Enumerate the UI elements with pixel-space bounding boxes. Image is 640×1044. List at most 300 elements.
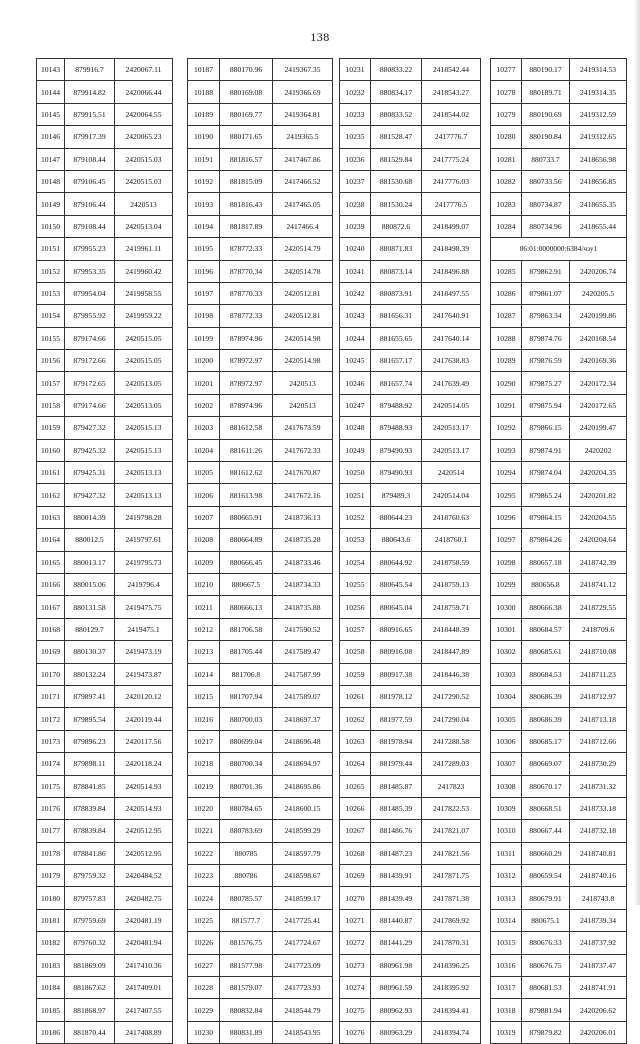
table-row [188,193,333,215]
point-number-cell: 10176 [37,797,65,819]
y-coordinate-cell: 2419312.59 [570,103,627,125]
x-coordinate-cell: 880666.13 [220,596,273,618]
point-number-cell: 10304 [491,685,522,707]
point-number-cell: 10181 [37,909,65,931]
y-coordinate-cell: 2417871.38 [422,887,481,909]
x-coordinate-cell: 878770.33 [220,282,273,304]
point-number-cell: 10276 [340,1021,371,1043]
x-coordinate-cell: 879875.94 [522,394,570,416]
x-coordinate-cell: 880917.38 [371,663,422,685]
y-coordinate-cell: 2418733.46 [273,551,333,573]
point-number-cell: 10147 [37,148,65,170]
point-number-cell: 10288 [491,327,522,349]
x-coordinate-cell: 878839.84 [65,820,115,842]
y-coordinate-cell: 2420117.56 [115,730,173,752]
x-coordinate-cell: 881440.87 [371,909,422,931]
point-number-cell: 10273 [340,954,371,976]
y-coordinate-cell: 2420064.55 [115,103,173,125]
y-coordinate-cell: 2417870.31 [422,932,481,954]
table-row [188,215,333,237]
point-number-cell: 10256 [340,596,371,618]
table-row [188,730,333,752]
y-coordinate-cell: 2417723.93 [273,977,333,999]
point-number-cell: 10258 [340,641,371,663]
y-coordinate-cell: 2420513.13 [115,462,173,484]
y-coordinate-cell: 2420169.36 [570,350,627,372]
y-coordinate-cell: 2418498.39 [422,238,481,260]
x-coordinate-cell: 881528.47 [371,126,422,148]
x-coordinate-cell: 878772.33 [220,305,273,327]
y-coordinate-cell: 2418599.29 [273,820,333,842]
point-number-cell: 10160 [37,439,65,461]
point-number-cell: 10255 [340,573,371,595]
x-coordinate-cell: 879108.44 [65,148,115,170]
x-coordinate-cell: 878841.86 [65,842,115,864]
point-number-cell: 10303 [491,663,522,685]
table-row [491,641,627,663]
point-number-cell: 10281 [491,148,522,170]
y-coordinate-cell: 2418736.13 [273,506,333,528]
x-coordinate-cell: 880833.52 [371,103,422,125]
y-coordinate-cell: 2420515.05 [115,350,173,372]
x-coordinate-cell: 879863.34 [522,305,570,327]
point-number-cell: 10224 [188,887,220,909]
point-number-cell: 10302 [491,641,522,663]
y-coordinate-cell: 2420204.64 [570,529,627,551]
x-coordinate-cell: 880676.75 [522,954,570,976]
table-row [188,148,333,170]
point-number-cell: 10305 [491,708,522,730]
y-coordinate-cell: 2418712.97 [570,685,627,707]
table-row [340,618,481,640]
table-row [340,865,481,887]
table-row [188,59,333,81]
table-row [340,327,481,349]
point-number-cell: 10275 [340,999,371,1021]
y-coordinate-cell: 2417775.24 [422,148,481,170]
point-number-cell: 10241 [340,260,371,282]
y-coordinate-cell: 2418656.98 [570,148,627,170]
y-coordinate-cell: 2420206.74 [570,260,627,282]
point-number-cell: 10192 [188,170,220,192]
table-row [37,1021,173,1043]
y-coordinate-cell: 2417466.52 [273,170,333,192]
point-number-cell: 10167 [37,596,65,618]
y-coordinate-cell: 2418447.89 [422,641,481,663]
point-number-cell: 10257 [340,618,371,640]
table-row [188,417,333,439]
table-row [340,775,481,797]
x-coordinate-cell: 880961.59 [371,977,422,999]
table-row [340,730,481,752]
y-coordinate-cell: 2417869.92 [422,909,481,931]
table-row [37,663,173,685]
point-number-cell: 10227 [188,954,220,976]
point-number-cell: 10247 [340,394,371,416]
y-coordinate-cell: 2417410.36 [115,954,173,976]
point-number-cell: 10265 [340,775,371,797]
x-coordinate-cell: 881816.57 [220,148,273,170]
point-number-cell: 10245 [340,350,371,372]
y-coordinate-cell: 2420514.93 [115,797,173,819]
table-row [340,596,481,618]
y-coordinate-cell: 2418735.28 [273,529,333,551]
point-number-cell: 10214 [188,663,220,685]
y-coordinate-cell: 2418760.63 [422,506,481,528]
table-row [491,909,627,931]
table-row [188,708,333,730]
point-number-cell: 10146 [37,126,65,148]
point-number-cell: 10226 [188,932,220,954]
table-row [491,932,627,954]
y-coordinate-cell: 2420066.44 [115,81,173,103]
x-coordinate-cell: 880013.17 [65,551,115,573]
x-coordinate-cell: 881657.74 [371,372,422,394]
x-coordinate-cell: 879760.32 [65,932,115,954]
table-row [491,573,627,595]
x-coordinate-cell: 878972.97 [220,350,273,372]
table-row [37,865,173,887]
y-coordinate-cell: 2417467.86 [273,148,333,170]
x-coordinate-cell: 879864.26 [522,529,570,551]
point-number-cell: 10237 [340,170,371,192]
table-row [37,506,173,528]
y-coordinate-cell: 2417823 [422,775,481,797]
table-row [188,1021,333,1043]
table-row [491,753,627,775]
point-number-cell: 10242 [340,282,371,304]
x-coordinate-cell: 880015.06 [65,573,115,595]
x-coordinate-cell: 880831.89 [220,1021,273,1043]
y-coordinate-cell: 2418543.27 [422,81,481,103]
x-coordinate-cell: 880190.69 [522,103,570,125]
y-coordinate-cell: 2420119.44 [115,708,173,730]
y-coordinate-cell: 2417587.99 [273,663,333,685]
y-coordinate-cell: 2417670.87 [273,462,333,484]
y-coordinate-cell: 2418543.95 [273,1021,333,1043]
point-number-cell: 10253 [340,529,371,551]
point-number-cell: 10189 [188,103,220,125]
table-note-row [491,238,627,260]
y-coordinate-cell: 2418758.59 [422,551,481,573]
point-number-cell: 10202 [188,394,220,416]
table-row [37,573,173,595]
y-coordinate-cell: 2420484.52 [115,865,173,887]
y-coordinate-cell: 2420205.5 [570,282,627,304]
table-row [37,529,173,551]
point-number-cell: 10190 [188,126,220,148]
point-number-cell: 10154 [37,305,65,327]
table-row [37,685,173,707]
table-row [188,932,333,954]
x-coordinate-cell: 879490.93 [371,439,422,461]
point-number-cell: 10300 [491,596,522,618]
point-number-cell: 10230 [188,1021,220,1043]
table-row [340,909,481,931]
x-coordinate-cell: 879425.32 [65,439,115,461]
point-number-cell: 10172 [37,708,65,730]
point-number-cell: 10306 [491,730,522,752]
table-row [340,417,481,439]
x-coordinate-cell: 881979.44 [371,753,422,775]
table-row [37,148,173,170]
table-row [491,148,627,170]
table-row [340,394,481,416]
y-coordinate-cell: 2418732.18 [570,820,627,842]
y-coordinate-cell: 2420513.04 [115,215,173,237]
x-coordinate-cell: 878841.85 [65,775,115,797]
y-coordinate-cell: 2418743.8 [570,887,627,909]
x-coordinate-cell: 879172.65 [65,372,115,394]
x-coordinate-cell: 879874.04 [522,462,570,484]
x-coordinate-cell: 879914.82 [65,81,115,103]
point-number-cell: 10232 [340,81,371,103]
table-row [188,126,333,148]
x-coordinate-cell: 881576.75 [220,932,273,954]
table-row [37,439,173,461]
table-row [491,59,627,81]
y-coordinate-cell: 2418740.16 [570,865,627,887]
table-row [188,753,333,775]
x-coordinate-cell: 879895.54 [65,708,115,730]
point-number-cell: 10203 [188,417,220,439]
x-coordinate-cell: 881867.62 [65,977,115,999]
table-row [340,462,481,484]
y-coordinate-cell: 2418737.47 [570,954,627,976]
table-row [188,865,333,887]
point-number-cell: 10248 [340,417,371,439]
y-coordinate-cell: 2420514 [422,462,481,484]
y-coordinate-cell: 2420168.54 [570,327,627,349]
table-row [37,753,173,775]
y-coordinate-cell: 2420513.05 [115,394,173,416]
x-coordinate-cell: 880665.91 [220,506,273,528]
table-row [491,260,627,282]
table-row [188,282,333,304]
table-row [491,842,627,864]
y-coordinate-cell: 2420118.24 [115,753,173,775]
y-coordinate-cell: 2417776.7 [422,126,481,148]
x-coordinate-cell: 879172.66 [65,350,115,372]
x-coordinate-cell: 881706.58 [220,618,273,640]
coordinates-table-2 [187,58,333,1044]
x-coordinate-cell: 879862.91 [522,260,570,282]
y-coordinate-cell: 2419475.75 [115,596,173,618]
point-number-cell: 10262 [340,708,371,730]
point-number-cell: 10191 [188,148,220,170]
y-coordinate-cell: 2420514.78 [273,260,333,282]
y-coordinate-cell: 2419473.19 [115,641,173,663]
y-coordinate-cell: 2420512.95 [115,820,173,842]
x-coordinate-cell: 879879.82 [522,1021,570,1043]
point-number-cell: 10287 [491,305,522,327]
point-number-cell: 10239 [340,215,371,237]
table-row [188,999,333,1021]
x-coordinate-cell: 881816.43 [220,193,273,215]
y-coordinate-cell: 2418446.38 [422,663,481,685]
y-coordinate-cell: 2418734.33 [273,573,333,595]
x-coordinate-cell: 879106.45 [65,170,115,192]
table-row [491,708,627,730]
point-number-cell: 10164 [37,529,65,551]
y-coordinate-cell: 2420065.23 [115,126,173,148]
x-coordinate-cell: 880657.18 [522,551,570,573]
y-coordinate-cell: 2417465.05 [273,193,333,215]
x-coordinate-cell: 881870.44 [65,1021,115,1043]
table-row [491,126,627,148]
point-number-cell: 10199 [188,327,220,349]
y-coordinate-cell: 2420067.11 [115,59,173,81]
table-row [37,327,173,349]
point-number-cell: 10312 [491,865,522,887]
y-coordinate-cell: 2420513 [273,372,333,394]
table-row [188,394,333,416]
point-number-cell: 10291 [491,394,522,416]
x-coordinate-cell: 880699.04 [220,730,273,752]
table-row [37,215,173,237]
table-row [491,282,627,304]
y-coordinate-cell: 2417776.03 [422,170,481,192]
point-number-cell: 10282 [491,170,522,192]
y-coordinate-cell: 2419795.73 [115,551,173,573]
point-number-cell: 10150 [37,215,65,237]
y-coordinate-cell: 2417724.67 [273,932,333,954]
x-coordinate-cell: 880130.37 [65,641,115,663]
table-row [188,81,333,103]
y-coordinate-cell: 2420513 [273,394,333,416]
x-coordinate-cell: 880685.61 [522,641,570,663]
point-number-cell: 10267 [340,820,371,842]
y-coordinate-cell: 2419796.4 [115,573,173,595]
table-row [188,350,333,372]
table-row [188,327,333,349]
table-row [340,305,481,327]
x-coordinate-cell: 881486.76 [371,820,422,842]
x-coordinate-cell: 881655.65 [371,327,422,349]
table-row [491,865,627,887]
table-row [37,350,173,372]
table-row [37,81,173,103]
point-number-cell: 10201 [188,372,220,394]
table-row [188,439,333,461]
table-row [188,954,333,976]
table-row [188,797,333,819]
table-row [188,820,333,842]
point-number-cell: 10149 [37,193,65,215]
x-coordinate-cell: 881487.23 [371,842,422,864]
x-coordinate-cell: 880676.33 [522,932,570,954]
point-number-cell: 10205 [188,462,220,484]
x-coordinate-cell: 880686.39 [522,685,570,707]
y-coordinate-cell: 2420481.19 [115,909,173,931]
x-coordinate-cell: 880169.77 [220,103,273,125]
y-coordinate-cell: 2420513.17 [422,417,481,439]
y-coordinate-cell: 2420512.81 [273,282,333,304]
point-number-cell: 10170 [37,663,65,685]
point-number-cell: 10197 [188,282,220,304]
table-row [188,775,333,797]
point-number-cell: 10301 [491,618,522,640]
y-coordinate-cell: 2417871.75 [422,865,481,887]
x-coordinate-cell: 881869.09 [65,954,115,976]
table-row [340,529,481,551]
table-row [340,282,481,304]
y-coordinate-cell: 2418739.34 [570,909,627,931]
point-number-cell: 10215 [188,685,220,707]
table-row [188,372,333,394]
x-coordinate-cell: 879861.07 [522,282,570,304]
y-coordinate-cell: 2418712.66 [570,730,627,752]
point-number-cell: 10318 [491,999,522,1021]
point-number-cell: 10299 [491,573,522,595]
point-number-cell: 10233 [340,103,371,125]
table-row [188,305,333,327]
x-coordinate-cell: 880644.92 [371,551,422,573]
table-row [37,909,173,931]
x-coordinate-cell: 879916.7 [65,59,115,81]
y-coordinate-cell: 2420120.12 [115,685,173,707]
y-coordinate-cell: 2420513.05 [115,372,173,394]
point-number-cell: 10229 [188,999,220,1021]
point-number-cell: 10195 [188,238,220,260]
y-coordinate-cell: 2418742.39 [570,551,627,573]
y-coordinate-cell: 2417289.03 [422,753,481,775]
x-coordinate-cell: 879953.35 [65,260,115,282]
table-row [37,842,173,864]
x-coordinate-cell: 880670.17 [522,775,570,797]
table-row [491,618,627,640]
x-coordinate-cell: 879917.39 [65,126,115,148]
x-coordinate-cell: 879757.83 [65,887,115,909]
table-row [188,618,333,640]
x-coordinate-cell: 879490.93 [371,462,422,484]
table-row [188,506,333,528]
x-coordinate-cell: 879759.69 [65,909,115,931]
table-row [188,260,333,282]
table-row [491,797,627,819]
x-coordinate-cell: 881579.07 [220,977,273,999]
x-coordinate-cell: 880916.65 [371,618,422,640]
table-row [37,170,173,192]
x-coordinate-cell: 880684.53 [522,663,570,685]
x-coordinate-cell: 881705.44 [220,641,273,663]
point-number-cell: 10174 [37,753,65,775]
y-coordinate-cell: 2420199.86 [570,305,627,327]
y-coordinate-cell: 2417725.41 [273,909,333,931]
cadastral-number-note: 86:01:0000000:6384/чзу1 [491,238,627,260]
x-coordinate-cell: 878972.97 [220,372,273,394]
point-number-cell: 10213 [188,641,220,663]
y-coordinate-cell: 2420513.13 [115,484,173,506]
x-coordinate-cell: 881817.89 [220,215,273,237]
point-number-cell: 10207 [188,506,220,528]
x-coordinate-cell: 880961.98 [371,954,422,976]
point-number-cell: 10218 [188,753,220,775]
x-coordinate-cell: 881529.84 [371,148,422,170]
x-coordinate-cell: 881577.7 [220,909,273,931]
table-row [37,394,173,416]
point-number-cell: 10289 [491,350,522,372]
y-coordinate-cell: 2417290.52 [422,685,481,707]
table-row [340,148,481,170]
table-row [37,977,173,999]
y-coordinate-cell: 2419364.81 [273,103,333,125]
table-row [491,887,627,909]
x-coordinate-cell: 880014.39 [65,506,115,528]
table-row [340,820,481,842]
y-coordinate-cell: 2418737.92 [570,932,627,954]
x-coordinate-cell: 881441.29 [371,932,422,954]
